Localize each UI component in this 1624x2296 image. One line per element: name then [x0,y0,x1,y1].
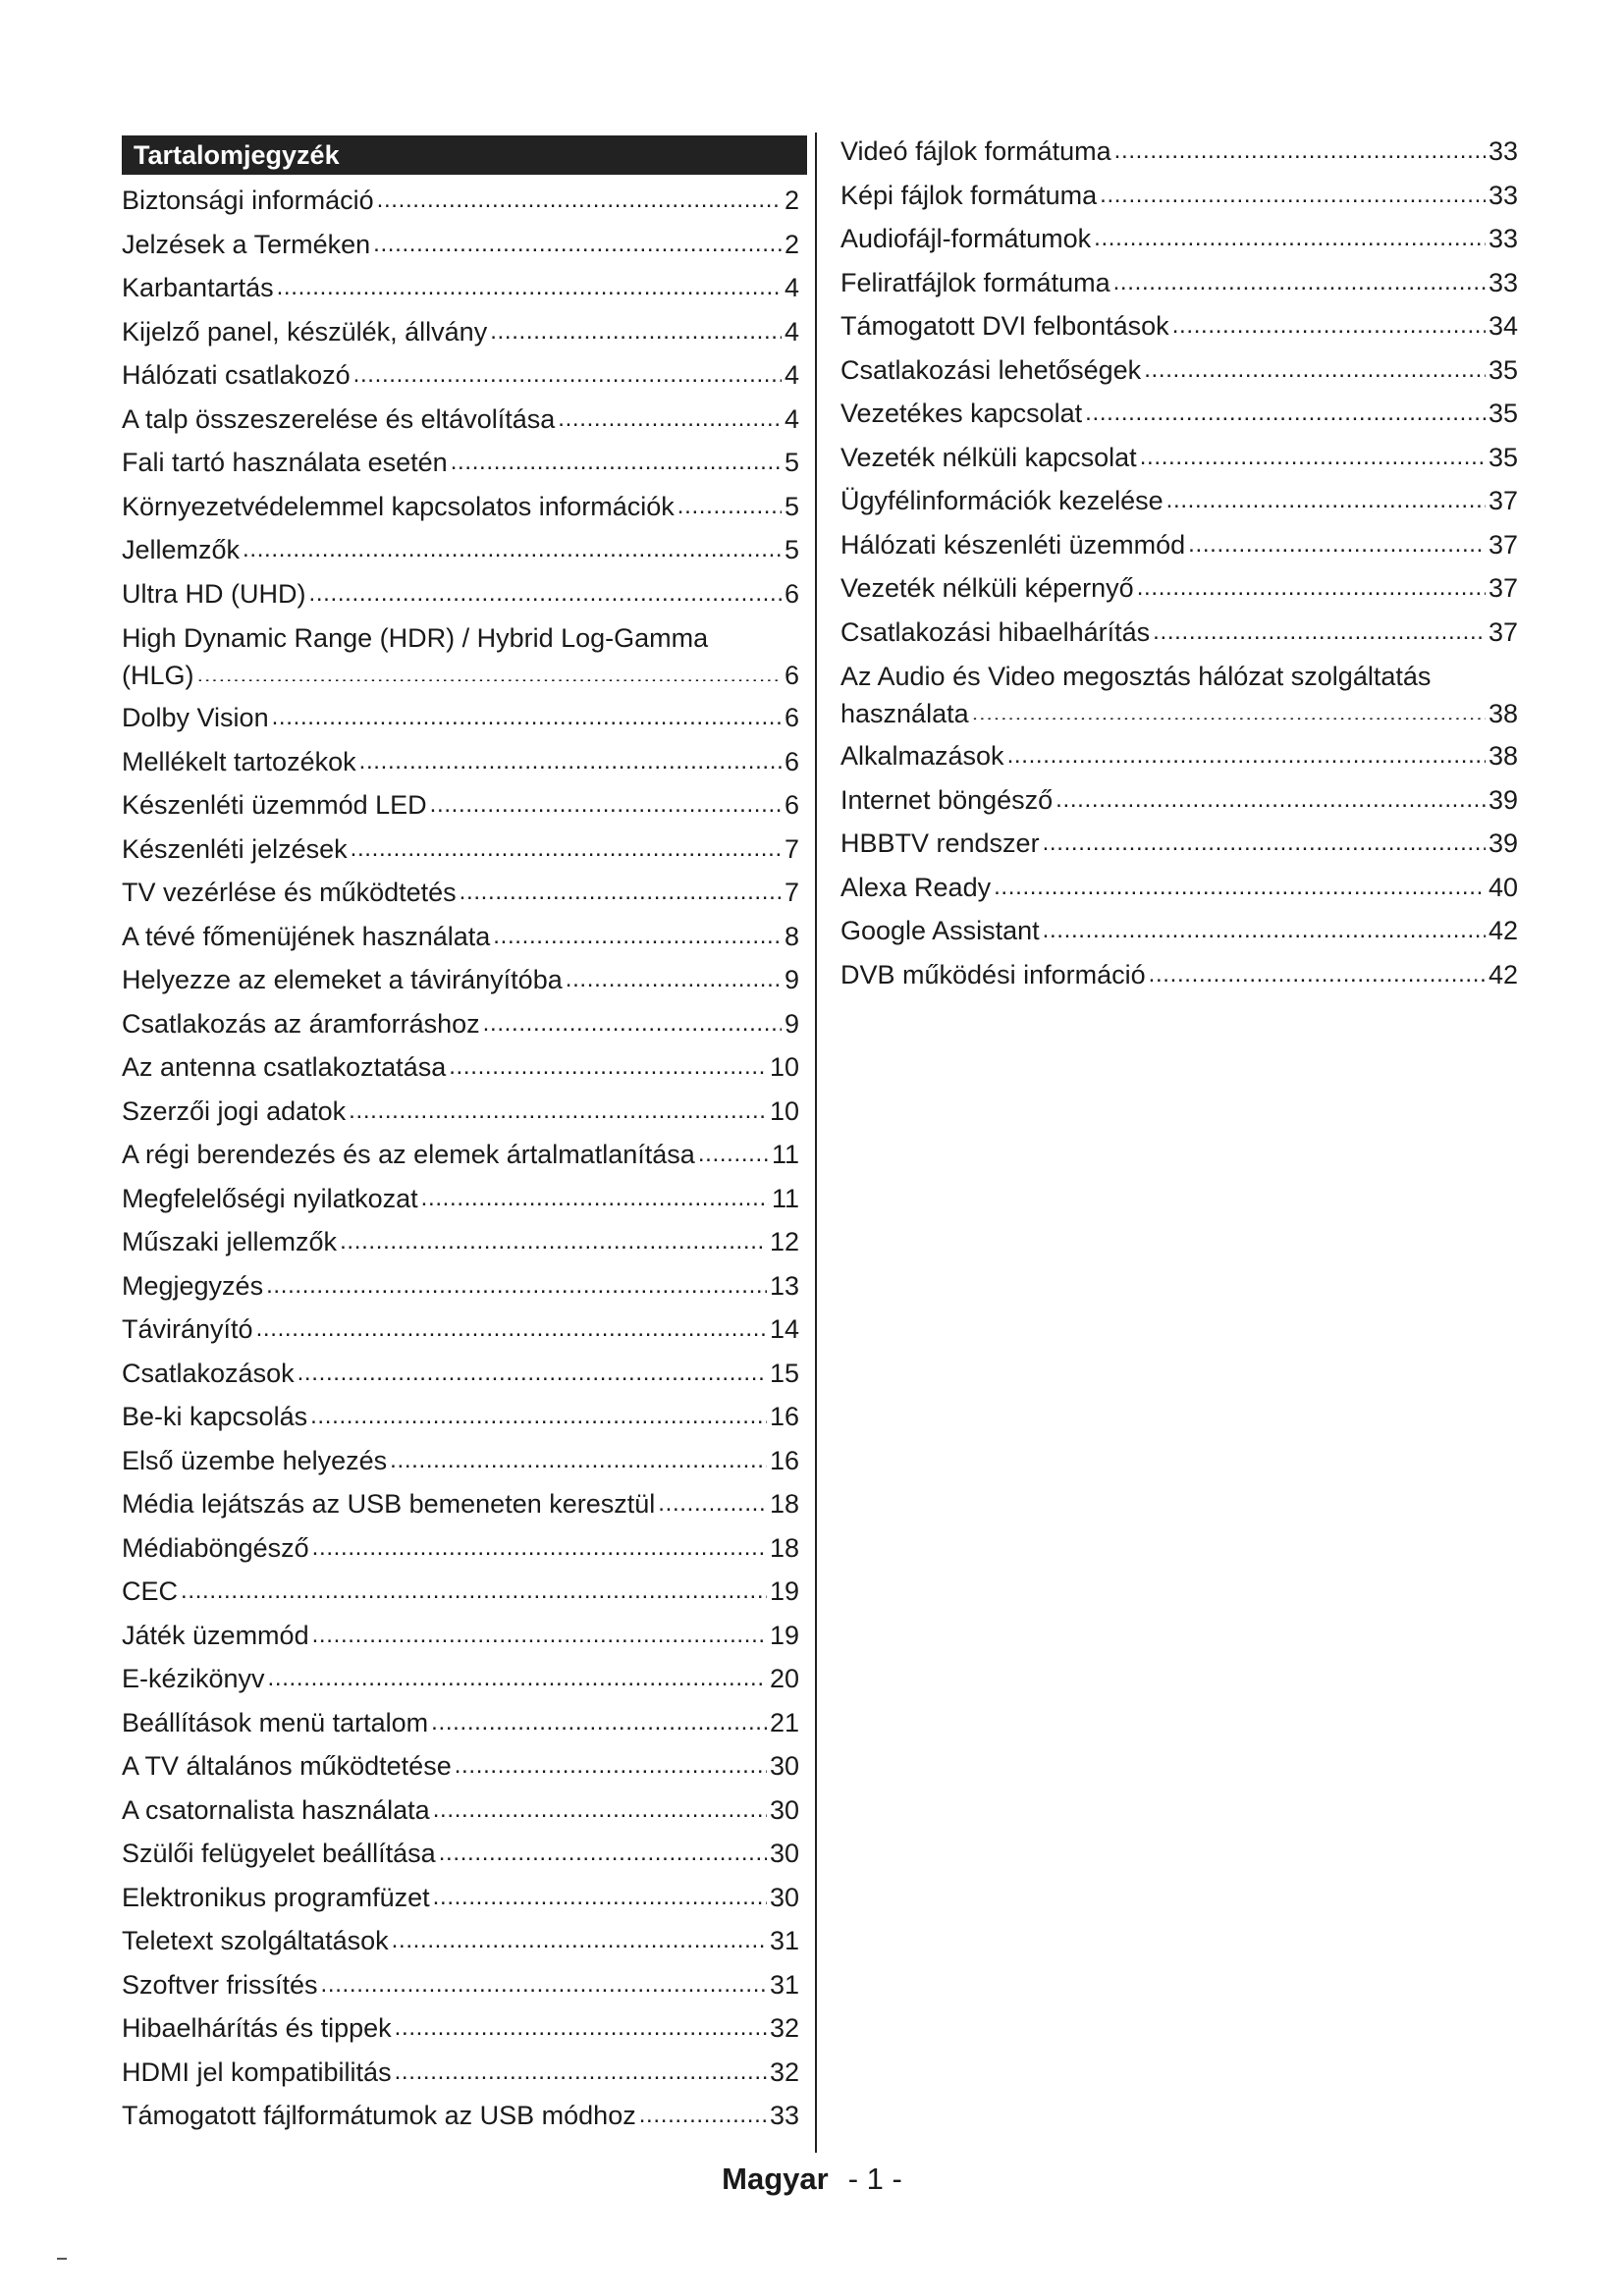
toc-entry-page: 16 [769,1402,799,1431]
toc-entry-page: 4 [784,403,799,434]
footer-language: Magyar [722,2162,829,2196]
toc-entry-title: A talp összeszerelése és eltávolítása [122,403,556,434]
toc-entry[interactable] [840,348,1518,393]
toc-entry-title: Csatlakozási lehetőségek [840,354,1142,385]
toc-entry[interactable] [122,398,799,442]
toc-leader-dots [677,491,782,517]
toc-entry-title: Első üzembe helyezés [122,1445,388,1475]
toc-entry-title: Dolby Vision [122,703,269,732]
toc-entry-title: Ügyfélinformációk kezelése [840,486,1164,515]
toc-entry-title: TV vezérlése és működtetés [122,878,457,907]
toc-entry[interactable] [840,909,1518,953]
toc-entry[interactable] [122,528,799,572]
toc-entry-page: 20 [769,1664,799,1693]
toc-entry-title: Beállítások menü tartalom [122,1707,429,1737]
toc-leader-dots [1113,267,1486,294]
toc-leader-dots [1007,741,1486,768]
toc-entry-page: 39 [1488,828,1518,858]
toc-entry[interactable] [122,1090,799,1134]
toc-entry-page: 15 [769,1358,799,1388]
toc-entry-page: 39 [1488,784,1518,815]
toc-entry-title: Hibaelhárítás és tippek [122,2013,392,2043]
toc-right-column [840,130,1518,996]
toc-entry-page: 11 [771,1183,799,1213]
toc-entry-page: 5 [784,491,799,521]
scan-mark-left [57,2258,67,2260]
toc-entry[interactable] [840,130,1518,174]
toc-leader-dots [390,1445,767,1471]
toc-entry-page: 30 [769,1751,799,1781]
toc-entry-title: Játék üzemmód [122,1620,309,1650]
toc-entry[interactable] [122,1045,799,1090]
toc-left-column [122,135,799,2138]
toc-leader-dots [1144,354,1486,381]
toc-entry-title: Csatlakozások [122,1358,295,1388]
toc-entry-title: Jelzések a Terméken [122,229,371,259]
toc-entry-title: A régi berendezés és az elemek ártalmatlanítása [122,1140,695,1169]
toc-entry-page: 9 [784,965,799,994]
toc-entry-page: 30 [769,1794,799,1825]
toc-entry-title: Helyezze az elemeket a távirányítóba [122,965,563,994]
toc-heading: Tartalomjegyzék [122,135,807,175]
toc-entry-title: Az Audio és Video megosztás hálózat szolgáltatás [840,662,1432,691]
toc-leader-dots [340,1227,767,1254]
toc-entry-title: Vezeték nélküli kapcsolat [840,442,1137,472]
toc-entry-page: 35 [1488,399,1518,428]
toc-leader-dots [298,1358,767,1384]
toc-entry-page: 7 [784,833,799,864]
toc-entry-page: 38 [1488,699,1518,728]
toc-leader-dots [277,273,782,299]
toc-entry[interactable] [840,822,1518,866]
toc-entry[interactable] [122,2051,799,2095]
toc-entry-title: Műszaki jellemzők [122,1227,338,1256]
toc-entry-page: 37 [1488,529,1518,560]
toc-leader-dots [1153,616,1486,643]
toc-entry[interactable] [840,654,1518,734]
toc-entry-title: A TV általános működtetése [122,1751,452,1781]
toc-entry[interactable] [122,266,799,310]
toc-entry-page: 37 [1488,486,1518,515]
toc-entry[interactable] [122,179,799,223]
toc-entry-title: DVB működési információ [840,959,1146,989]
toc-leader-dots [1166,486,1486,512]
toc-leader-dots [421,1183,769,1209]
toc-leader-dots [359,746,782,773]
toc-leader-dots [395,2056,767,2083]
toc-entry-title: Támogatott DVI felbontások [840,311,1169,341]
toc-entry[interactable] [122,353,799,398]
toc-leader-dots [1149,959,1486,986]
toc-entry[interactable] [840,392,1518,436]
toc-entry[interactable] [122,2006,799,2051]
toc-entry[interactable] [122,1002,799,1046]
toc-entry-title: Csatlakozás az áramforráshoz [122,1008,480,1039]
toc-entry[interactable] [122,2094,799,2138]
toc-entry-page: 8 [784,921,799,951]
toc-entry-page: 32 [769,2013,799,2043]
toc-entry-title: Alkalmazások [840,741,1004,771]
toc-leader-dots [321,1969,767,1996]
toc-entry[interactable] [122,1614,799,1658]
toc-entry-page: 18 [769,1489,799,1519]
toc-leader-dots [1188,529,1486,556]
toc-entry-page: 14 [769,1314,799,1344]
toc-entry-page: 33 [1488,136,1518,166]
toc-entry[interactable] [122,1352,799,1396]
toc-leader-dots [460,878,782,904]
toc-entry-title: Alexa Ready [840,872,992,902]
toc-leader-dots [698,1140,769,1166]
toc-entry-page: 40 [1488,872,1518,902]
toc-entry-page: 4 [784,273,799,302]
footer-page-number: - 1 - [847,2162,902,2196]
toc-entry[interactable] [122,1133,799,1177]
toc-leader-dots [308,578,781,605]
toc-entry-title: Megjegyzés [122,1270,264,1301]
toc-entry-title: Környezetvédelemmel kapcsolatos információk [122,491,675,521]
toc-entry[interactable] [840,866,1518,910]
toc-entry-title: Média lejátszás az USB bemeneten keresztül [122,1489,656,1519]
toc-entry[interactable] [122,1570,799,1614]
toc-entry-title: Elektronikus programfüzet [122,1882,430,1912]
toc-entry-title: Hálózati csatlakozó [122,360,351,390]
toc-entry-page: 31 [769,1926,799,1955]
toc-leader-dots [349,1095,767,1122]
toc-left-list [122,179,799,2138]
toc-leader-dots [243,535,782,561]
toc-entry-title: Képi fájlok formátuma [840,180,1098,210]
toc-entry[interactable] [122,828,799,872]
toc-entry[interactable] [122,871,799,915]
toc-entry-title: Szülői felügyelet beállítása [122,1839,436,1868]
toc-entry[interactable] [840,436,1518,480]
toc-entry-title: Az antenna csatlakoztatása [122,1052,447,1082]
toc-entry-title: Feliratfájlok formátuma [840,267,1110,297]
toc-entry-page: 4 [784,360,799,390]
toc-entry[interactable] [840,778,1518,823]
toc-entry-title: Biztonsági információ [122,186,374,215]
toc-entry-title: Teletext szolgáltatások [122,1926,389,1955]
toc-entry[interactable] [122,1657,799,1701]
toc-leader-dots [1100,180,1486,206]
toc-entry-title: A tévé főmenüjének használata [122,921,491,951]
toc-leader-dots [1137,573,1486,600]
toc-entry-page: 33 [769,2101,799,2130]
toc-entry-page: 30 [769,1839,799,1868]
toc-leader-dots [377,186,782,212]
toc-entry-title: E-kézikönyv [122,1664,265,1693]
toc-leader-dots [433,1794,767,1821]
toc-entry-title: Kijelző panel, készülék, állvány [122,316,488,347]
toc-entry-page: 21 [769,1707,799,1737]
toc-leader-dots [268,1664,767,1690]
toc-leader-dots [1085,399,1486,425]
toc-entry-page: 5 [784,535,799,564]
toc-leader-dots [490,316,782,343]
toc-entry-title: Ultra HD (UHD) [122,578,306,609]
toc-entry[interactable] [122,1832,799,1876]
toc-entry[interactable] [122,1482,799,1526]
toc-entry[interactable] [122,1439,799,1483]
toc-entry[interactable] [122,1744,799,1789]
toc-entry[interactable] [840,734,1518,778]
toc-entry-title: Távirányító [122,1314,253,1344]
toc-entry-page: 19 [769,1576,799,1606]
toc-entry[interactable] [122,1919,799,1963]
toc-entry-page: 42 [1488,959,1518,989]
toc-entry-page: 6 [784,746,799,776]
toc-leader-dots [972,693,1486,720]
toc-entry-title: Be-ki kapcsolás [122,1402,308,1431]
toc-leader-dots [1114,136,1486,163]
toc-leader-dots [351,833,782,860]
toc-entry-title: Google Assistant [840,916,1040,945]
toc-leader-dots [1140,442,1486,468]
toc-entry-title: Audiofájl-formátumok [840,224,1092,253]
toc-entry[interactable] [122,572,799,616]
toc-entry-page: 35 [1488,442,1518,472]
toc-entry[interactable] [840,523,1518,567]
toc-entry-page: 2 [784,186,799,215]
toc-entry-page: 37 [1488,616,1518,647]
toc-leader-dots [493,921,782,947]
toc-entry[interactable] [122,441,799,485]
toc-entry-title: Jellemzők [122,535,241,564]
toc-leader-dots [566,965,782,991]
toc-entry-page: 38 [1488,741,1518,771]
toc-leader-dots [256,1314,767,1341]
toc-leader-dots [1043,916,1486,942]
toc-entry-title: Csatlakozási hibaelhárítás [840,616,1151,647]
toc-entry[interactable] [840,953,1518,997]
toc-leader-dots [658,1489,767,1516]
toc-entry-title-continued: használata [840,699,969,728]
toc-leader-dots [310,1402,767,1428]
page-footer [0,2162,1624,2197]
toc-entry-title: Vezeték nélküli képernyő [840,573,1134,603]
toc-entry-title-continued: (HLG) [122,661,194,690]
toc-leader-dots [639,2101,767,2127]
toc-entry-page: 5 [784,448,799,477]
toc-entry[interactable] [122,223,799,267]
toc-leader-dots [994,872,1486,898]
toc-leader-dots [449,1052,767,1079]
toc-entry-page: 33 [1488,267,1518,297]
toc-entry-page: 11 [771,1140,799,1169]
toc-leader-dots [1094,224,1486,250]
toc-entry-page: 32 [769,2056,799,2087]
toc-entry-page: 6 [784,703,799,732]
toc-leader-dots [431,1707,767,1734]
toc-entry-page: 42 [1488,916,1518,945]
toc-entry-page: 2 [784,229,799,259]
toc-entry[interactable] [122,310,799,354]
toc-entry-page: 31 [769,1969,799,2000]
toc-entry[interactable] [840,611,1518,655]
toc-entry-page: 6 [784,578,799,609]
toc-entry-title: Megfelelőségi nyilatkozat [122,1183,418,1213]
toc-leader-dots [272,703,782,729]
toc-leader-dots [483,1008,782,1035]
toc-leader-dots [197,655,782,681]
toc-entry-title: Szerzői jogi adatok [122,1095,347,1126]
toc-entry-title: Hálózati készenléti üzemmód [840,529,1186,560]
toc-entry[interactable] [122,915,799,959]
toc-entry[interactable] [840,566,1518,611]
toc-entry-page: 10 [769,1095,799,1126]
column-divider [815,133,817,2153]
toc-entry[interactable] [122,783,799,828]
toc-entry-page: 9 [784,1008,799,1039]
toc-entry-page: 13 [769,1270,799,1301]
toc-entry-title: Mellékelt tartozékok [122,746,356,776]
toc-entry[interactable] [122,696,799,740]
toc-entry-page: 6 [784,790,799,820]
toc-entry-title: A csatornalista használata [122,1794,430,1825]
toc-entry-page: 33 [1488,224,1518,253]
toc-entry[interactable] [122,1876,799,1920]
toc-entry[interactable] [122,485,799,529]
toc-entry-title: Készenléti jelzések [122,833,348,864]
toc-leader-dots [439,1839,767,1865]
toc-entry-title: Vezetékes kapcsolat [840,399,1083,428]
toc-entry[interactable] [122,958,799,1002]
toc-leader-dots [455,1751,767,1778]
toc-entry[interactable] [122,1220,799,1264]
toc-entry-page: 12 [769,1227,799,1256]
toc-leader-dots [181,1576,767,1603]
toc-entry[interactable] [840,174,1518,218]
toc-entry-title: CEC [122,1576,179,1606]
toc-leader-dots [373,229,782,255]
toc-leader-dots [312,1620,767,1646]
toc-entry-page: 7 [784,878,799,907]
toc-entry-title: Szoftver frissítés [122,1969,318,2000]
toc-leader-dots [353,360,782,387]
toc-right-list [840,130,1518,996]
toc-leader-dots [312,1532,767,1559]
toc-entry-title: Készenléti üzemmód LED [122,790,427,820]
toc-entry[interactable] [122,615,799,696]
toc-leader-dots [1172,311,1486,338]
toc-entry-title: Videó fájlok formátuma [840,136,1111,166]
toc-entry-page: 37 [1488,573,1518,603]
toc-entry-title: HDMI jel kompatibilitás [122,2056,392,2087]
toc-entry[interactable] [122,1701,799,1745]
toc-entry[interactable] [840,261,1518,305]
toc-entry-page: 4 [784,316,799,347]
toc-leader-dots [430,790,782,817]
toc-entry-page: 33 [1488,180,1518,210]
toc-entry[interactable] [122,1264,799,1308]
toc-entry-page: 19 [769,1620,799,1650]
toc-entry-page: 18 [769,1532,799,1563]
toc-entry-page: 34 [1488,311,1518,341]
toc-entry-page: 35 [1488,354,1518,385]
toc-entry-page: 6 [784,661,799,690]
toc-entry[interactable] [840,479,1518,523]
toc-entry-title: Támogatott fájlformátumok az USB módhoz [122,2101,636,2130]
toc-leader-dots [392,1926,767,1952]
toc-entry[interactable] [122,1177,799,1221]
toc-entry[interactable] [122,1308,799,1352]
toc-entry-title: Fali tartó használata esetén [122,448,448,477]
toc-entry[interactable] [122,740,799,784]
toc-leader-dots [1056,784,1486,811]
toc-leader-dots [433,1882,767,1908]
toc-entry-page: 16 [769,1445,799,1475]
toc-leader-dots [558,403,782,430]
toc-entry-title: Internet böngésző [840,784,1054,815]
toc-entry[interactable] [122,1789,799,1833]
toc-entry-title: Karbantartás [122,273,274,302]
toc-leader-dots [451,448,782,474]
toc-leader-dots [395,2013,767,2040]
toc-entry[interactable] [122,1395,799,1439]
toc-entry[interactable] [840,304,1518,348]
toc-entry[interactable] [840,217,1518,261]
toc-entry-title: High Dynamic Range (HDR) / Hybrid Log-Gamma [122,623,709,653]
toc-entry-page: 10 [769,1052,799,1082]
toc-leader-dots [266,1270,767,1297]
toc-entry-title: HBBTV rendszer [840,828,1040,858]
toc-entry[interactable] [122,1526,799,1571]
toc-entry[interactable] [122,1963,799,2007]
toc-leader-dots [1043,828,1486,855]
toc-entry-page: 30 [769,1882,799,1912]
toc-entry-title: Médiaböngésző [122,1532,309,1563]
